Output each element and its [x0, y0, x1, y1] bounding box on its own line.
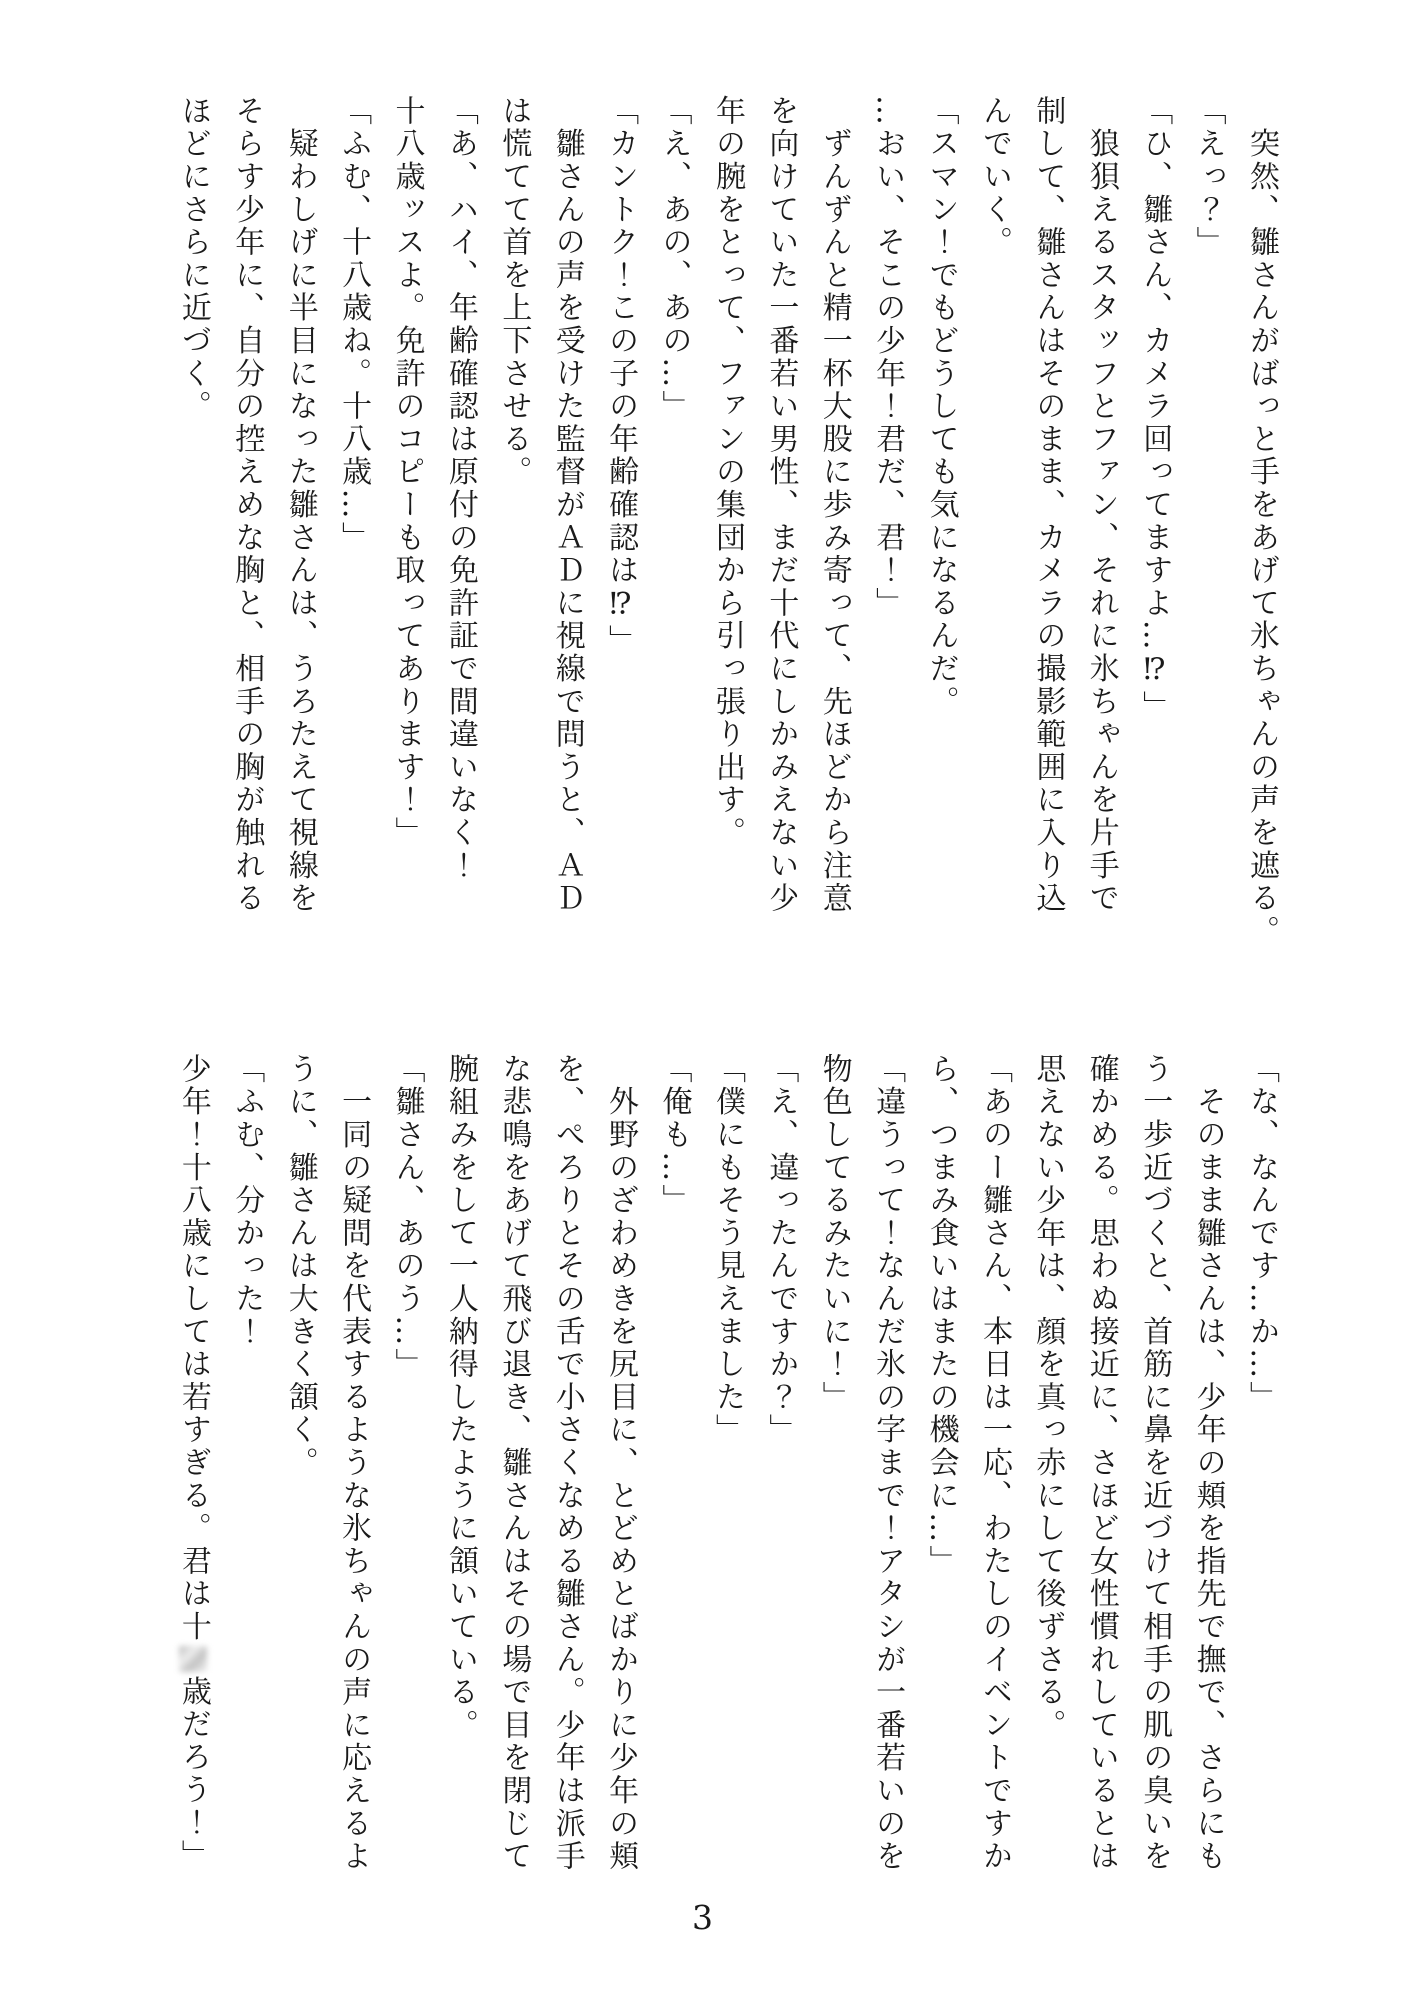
text-block-top [166, 95, 1288, 948]
text-column: 狼狽えるスタッフとファン、それに氷ちゃんを片手で [1083, 95, 1119, 915]
text-column: 年の腕をとって、ファンの集団から引っ張り出す。 [709, 95, 745, 850]
text-column: を、ぺろりとその舌で小さくなめる雛さん。少年は派手 [549, 1053, 585, 1873]
text-column: 「スマン！でもどうしても気になるんだ。 [923, 95, 959, 719]
censored-character [179, 1646, 207, 1672]
text-column: 「えっ？」 [1190, 95, 1226, 259]
page-number-value: 3 [692, 1898, 713, 1937]
text-column: そらす少年に、自分の控えめな胸と、相手の胸が触れる [229, 95, 265, 915]
text-column: 「え、違ったんですか？」 [763, 1053, 799, 1447]
text-column: 「ひ、雛さん、カメラ回ってますよ…⁉」 [1137, 95, 1173, 724]
text-column: 突然、雛さんがばっと手をあげて氷ちゃんの声を遮る。 [1244, 95, 1279, 948]
text-column: ら、つまみ食いはまたの機会に…」 [923, 1053, 959, 1578]
text-column: 「雛さん、あのう…」 [389, 1053, 425, 1381]
text-column: 「え、あの、あの…」 [656, 95, 692, 423]
text-column: う一歩近づくと、首筋に鼻を近づけて相手の肌の臭いを [1137, 1053, 1173, 1873]
text-column: 「俺も…」 [656, 1053, 692, 1217]
text-column: 「な、なんです…か…」 [1244, 1053, 1279, 1414]
text-column: を向けていた一番若い男性、まだ十代にしかみえない少 [763, 95, 799, 915]
text-column: 「ふむ、十八歳ね。十八歳…」 [336, 95, 372, 555]
text-column: 「違うって！なんだ氷の字まで！アタシが一番若いのを [870, 1053, 906, 1873]
text-column: 雛さんの声を受けた監督がＡＤに視線で問うと、ＡＤ [549, 95, 585, 915]
text-column: 思えない少年は、顔を真っ赤にして後ずさる。 [1030, 1053, 1066, 1742]
text-column: 外野のざわめきを尻目に、とどめとばかりに少年の頬 [603, 1053, 639, 1873]
text-column: な悲鳴をあげて飛び退き、雛さんはその場で目を閉じて [496, 1053, 532, 1873]
text-column: そのまま雛さんは、少年の頬を指先で撫で、さらにも [1190, 1053, 1226, 1873]
text-column: 「ふむ、分かった！ [229, 1053, 265, 1349]
text-column: 疑わしげに半目になった雛さんは、うろたえて視線を [282, 95, 318, 915]
text-column: ほどにさらに近づく。 [175, 95, 211, 423]
text-column: 十八歳ッスよ。免許のコピーも取ってあります！」 [389, 95, 425, 850]
text-column: 「あ、ハイ、年齢確認は原付の免許証で間違いなく！ [442, 95, 478, 883]
text-column: 一同の疑問を代表するような氷ちゃんの声に応えるよ [336, 1053, 372, 1873]
text-column: ずんずんと精一杯大股に歩み寄って、先ほどから注意 [816, 95, 852, 915]
text-column: 腕組みをして一人納得したように頷いている。 [442, 1053, 478, 1742]
exclamation-question-mark: ⁉ [1137, 652, 1173, 691]
text-column: …おい、そこの少年！君だ、君！」 [870, 95, 906, 620]
text-column: 少年！十八歳にしては若すぎる。君は十歳だろう！」 [175, 1053, 211, 1873]
text-block-bottom [166, 1053, 1288, 1878]
text-column: んでいく。 [976, 95, 1012, 259]
text-column: 確かめる。思わぬ接近に、さほど女性慣れしているとは [1083, 1053, 1119, 1873]
text-column: 「僕にもそう見えました」 [709, 1053, 745, 1447]
text-column: 制して、雛さんはそのまま、カメラの撮影範囲に入り込 [1030, 95, 1066, 915]
exclamation-question-mark: ⁉ [603, 587, 639, 625]
text-column: 「カントク！この子の年齢確認は⁉」 [603, 95, 639, 658]
text-column: 「あのー雛さん、本日は一応、わたしのイベントですか [976, 1053, 1012, 1873]
text-column: うに、雛さんは大きく頷く。 [282, 1053, 318, 1480]
text-column: は慌てて首を上下させる。 [496, 95, 532, 489]
text-column: 物色してるみたいに！」 [816, 1053, 852, 1414]
page-number [0, 1898, 1408, 1937]
